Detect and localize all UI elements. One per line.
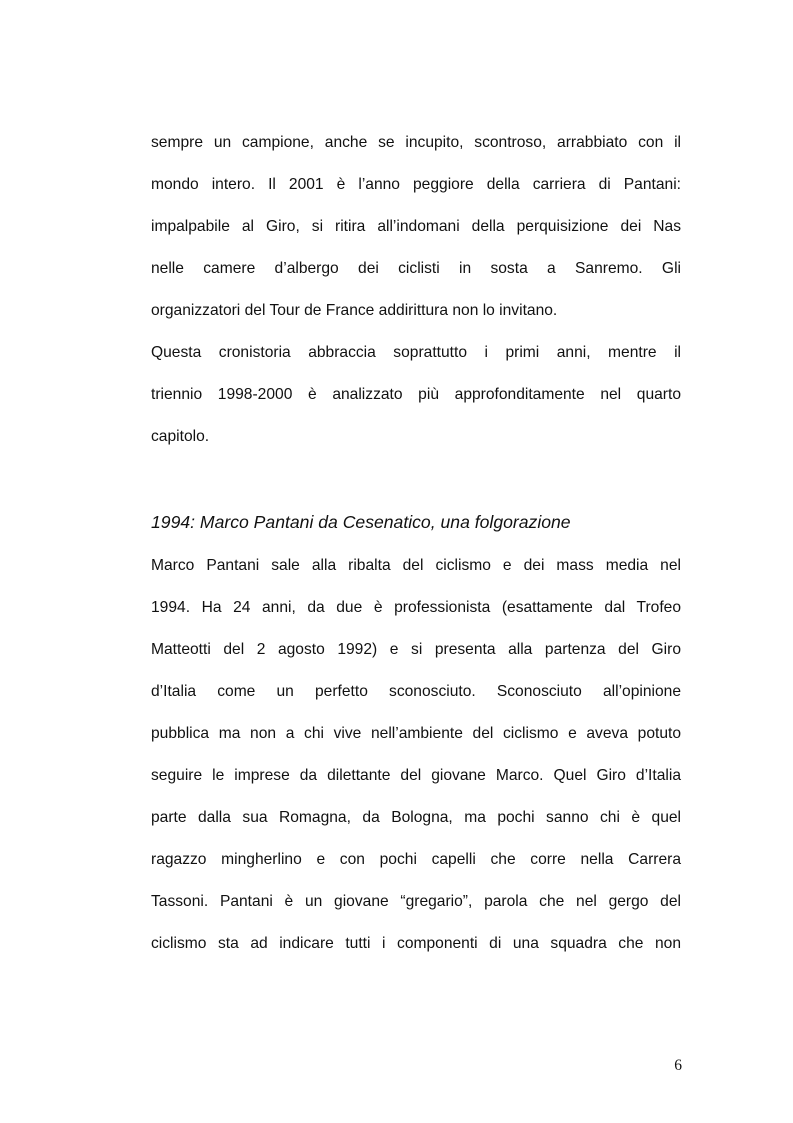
- text-line: nelle camere d’albergo dei ciclisti in sosta a Sanremo. Gli: [151, 260, 681, 277]
- text-line: 1994. Ha 24 anni, da due è professionista (esattamente dal Trofeo: [151, 599, 681, 616]
- paragraph-cronistoria: [151, 332, 681, 458]
- text-line: triennio 1998-2000 è analizzato più approfonditamente nel quarto: [151, 386, 681, 403]
- text-line: organizzatori del Tour de France addirittura non lo invitano.: [151, 302, 558, 319]
- text-line: seguire le imprese da dilettante del giovane Marco. Quel Giro d’Italia: [151, 767, 681, 784]
- paragraph-continuation: [151, 122, 681, 332]
- text-line: Tassoni. Pantani è un giovane “gregario”, parola che nel gergo del: [151, 893, 681, 910]
- section-heading: 1994: Marco Pantani da Cesenatico, una folgorazione: [151, 512, 571, 532]
- text-line: Marco Pantani sale alla ribalta del ciclismo e dei mass media nel: [151, 557, 681, 574]
- text-line: d’Italia come un perfetto sconosciuto. Sconosciuto all’opinione: [151, 683, 681, 700]
- text-line: ragazzo mingherlino e con pochi capelli che corre nella Carrera: [151, 851, 681, 868]
- text-line: pubblica ma non a chi vive nell’ambiente del ciclismo e aveva potuto: [151, 725, 681, 742]
- text-line: Matteotti del 2 agosto 1992) e si presenta alla partenza del Giro: [151, 641, 681, 658]
- page-number: 6: [674, 1057, 682, 1074]
- paragraph-1994: [151, 545, 681, 965]
- text-line: sempre un campione, anche se incupito, scontroso, arrabbiato con il: [151, 134, 681, 151]
- text-line: capitolo.: [151, 428, 210, 445]
- text-line: Questa cronistoria abbraccia soprattutto i primi anni, mentre il: [151, 344, 681, 361]
- text-line: parte dalla sua Romagna, da Bologna, ma pochi sanno chi è quel: [151, 809, 681, 826]
- text-line: mondo intero. Il 2001 è l’anno peggiore della carriera di Pantani:: [151, 176, 681, 193]
- text-line: impalpabile al Giro, si ritira all’indomani della perquisizione dei Nas: [151, 218, 681, 235]
- text-line: ciclismo sta ad indicare tutti i componenti di una squadra che non: [151, 935, 681, 952]
